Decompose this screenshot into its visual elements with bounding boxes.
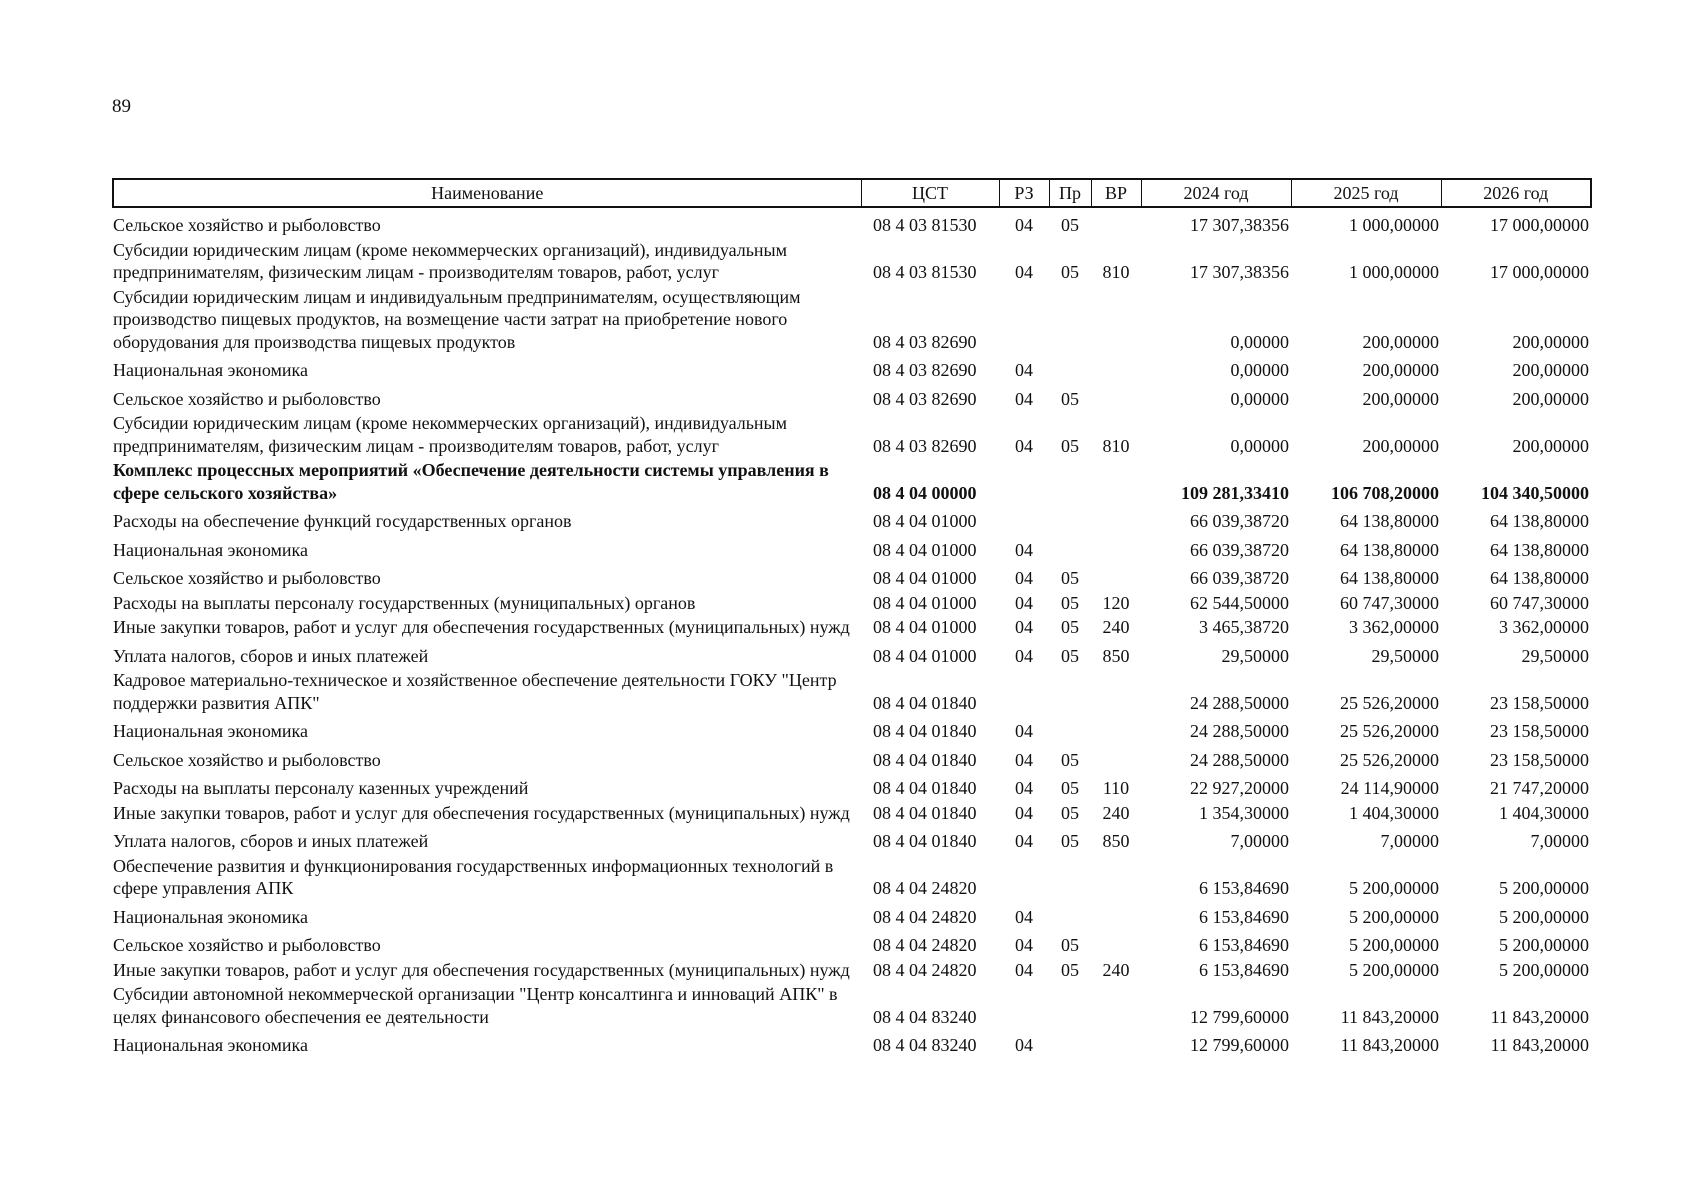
header-row: [113, 179, 1591, 207]
row-cst: 08 4 04 00000: [873, 482, 977, 503]
row-2024: 3 465,38720: [1199, 617, 1289, 637]
row-vr: 850: [1102, 645, 1130, 666]
row-2024: 66 039,38720: [1190, 568, 1289, 588]
row-pr: 05: [1061, 262, 1079, 282]
row-vr: [1091, 355, 1141, 384]
table-row: [113, 773, 1591, 802]
row-2026: 3 362,00000: [1499, 617, 1589, 637]
row-vr: [1091, 983, 1141, 1030]
row-2025: 5 200,00000: [1349, 959, 1439, 980]
row-cst: 08 4 04 01000: [873, 617, 977, 637]
row-pr: 05: [1061, 831, 1079, 851]
row-cst: 08 4 04 24820: [873, 935, 977, 955]
row-2026: 1 404,30000: [1499, 802, 1589, 823]
row-2026: 200,00000: [1512, 360, 1589, 380]
row-2026: 64 138,80000: [1490, 539, 1589, 560]
row-vr: [1091, 1030, 1141, 1059]
row-2026: 23 158,50000: [1490, 749, 1589, 770]
row-2025: 5 200,00000: [1349, 935, 1439, 955]
row-2025: 25 526,20000: [1340, 749, 1439, 770]
row-2025: 29,50000: [1371, 645, 1439, 666]
row-vr: [1091, 506, 1141, 535]
row-rz: 04: [1015, 539, 1033, 560]
row-2024: 24 288,50000: [1190, 721, 1289, 741]
row-2024: 17 307,38356: [1190, 262, 1289, 282]
row-vr: 810: [1102, 262, 1130, 282]
row-2024: 0,00000: [1230, 388, 1289, 409]
row-name: Сельское хозяйство и рыболовство: [113, 749, 381, 770]
row-name: Субсидии автономной некоммерческой организации "Центр консалтинга и инноваций АПК" в целях финансового обеспечения ее деятельности: [113, 984, 838, 1027]
row-rz: 04: [1015, 802, 1033, 823]
row-pr: [1049, 535, 1091, 564]
table-row: [113, 1030, 1591, 1059]
row-cst: 08 4 03 81530: [873, 215, 977, 235]
row-rz: 04: [1015, 906, 1033, 927]
row-cst: 08 4 04 01000: [873, 592, 977, 613]
row-rz: 04: [1015, 959, 1033, 980]
row-2025: 11 843,20000: [1340, 1035, 1439, 1055]
row-rz: 04: [1015, 1035, 1033, 1055]
row-pr: [1049, 506, 1091, 535]
row-2026: 64 138,80000: [1490, 511, 1589, 531]
row-2025: 5 200,00000: [1349, 906, 1439, 927]
table-row: [113, 641, 1591, 670]
row-2024: 22 927,20000: [1190, 778, 1289, 798]
header-cst: ЦСТ: [861, 179, 999, 207]
row-2024: 24 288,50000: [1190, 749, 1289, 770]
row-2024: 0,00000: [1230, 331, 1289, 352]
row-vr: 110: [1102, 778, 1130, 798]
row-2026: 29,50000: [1521, 645, 1589, 666]
row-rz: 04: [1015, 435, 1033, 456]
table-row: [113, 563, 1591, 592]
row-pr: 05: [1061, 617, 1079, 637]
row-pr: 05: [1061, 935, 1079, 955]
row-pr: [1049, 286, 1091, 356]
header-pr: Пр: [1049, 179, 1091, 207]
row-rz: 04: [1015, 388, 1033, 409]
row-name: Комплекс процессных мероприятий «Обеспечение деятельности системы управления в сфере сельского хозяйства»: [113, 460, 829, 503]
row-vr: [1091, 286, 1141, 356]
row-2026: 104 340,50000: [1481, 482, 1589, 503]
row-cst: 08 4 04 24820: [873, 959, 977, 980]
row-2026: 5 200,00000: [1499, 906, 1589, 927]
header-2026: 2026 год: [1441, 179, 1591, 207]
row-cst: 08 4 03 82690: [873, 360, 977, 380]
row-rz: 04: [1015, 778, 1033, 798]
table-row: [113, 902, 1591, 931]
row-2025: 200,00000: [1362, 360, 1439, 380]
row-2026: 200,00000: [1512, 388, 1589, 409]
row-rz: 04: [1015, 831, 1033, 851]
row-2024: 6 153,84690: [1199, 906, 1289, 927]
table-row: [113, 506, 1591, 535]
row-2025: 106 708,20000: [1331, 482, 1439, 503]
row-2025: 5 200,00000: [1349, 878, 1439, 898]
row-2024: 62 544,50000: [1190, 592, 1289, 613]
table-row: [113, 716, 1591, 745]
row-2026: 200,00000: [1512, 331, 1589, 352]
row-pr: [1049, 983, 1091, 1030]
row-cst: 08 4 03 81530: [873, 262, 977, 282]
row-name: Иные закупки товаров, работ и услуг для обеспечения государственных (муниципальных) нужд: [113, 617, 850, 637]
row-vr: 120: [1102, 592, 1130, 613]
row-pr: [1049, 902, 1091, 931]
row-cst: 08 4 04 01000: [873, 568, 977, 588]
row-rz: [999, 983, 1049, 1030]
row-pr: 05: [1061, 435, 1079, 456]
header-rz: РЗ: [999, 179, 1049, 207]
row-pr: 05: [1061, 645, 1079, 666]
row-vr: [1091, 716, 1141, 745]
row-cst: 08 4 04 01000: [873, 539, 977, 560]
row-rz: 04: [1015, 935, 1033, 955]
row-2024: 6 153,84690: [1199, 878, 1289, 898]
row-rz: 04: [1015, 617, 1033, 637]
header-vr: ВР: [1091, 179, 1141, 207]
row-2024: 12 799,60000: [1190, 1035, 1289, 1055]
row-2026: 64 138,80000: [1490, 568, 1589, 588]
row-cst: 08 4 04 01840: [873, 721, 977, 741]
row-2024: 66 039,38720: [1190, 511, 1289, 531]
row-2026: 23 158,50000: [1490, 692, 1589, 713]
row-rz: 04: [1015, 592, 1033, 613]
row-2025: 25 526,20000: [1340, 721, 1439, 741]
row-2024: 29,50000: [1221, 645, 1289, 666]
row-rz: 04: [1015, 568, 1033, 588]
row-2024: 7,00000: [1230, 831, 1289, 851]
row-name: Сельское хозяйство и рыболовство: [113, 215, 381, 235]
row-cst: 08 4 04 01840: [873, 802, 977, 823]
row-vr: [1091, 207, 1141, 239]
row-2025: 64 138,80000: [1340, 568, 1439, 588]
row-name: Субсидии юридическим лицам (кроме некоммерческих организаций), индивидуальным предпринимателям, физическим лицам - производителям товаров, работ, услуг: [113, 413, 788, 456]
row-vr: 850: [1102, 831, 1130, 851]
row-name: Национальная экономика: [113, 360, 308, 380]
table-row: [113, 930, 1591, 959]
header-2025: 2025 год: [1291, 179, 1441, 207]
row-vr: [1091, 669, 1141, 716]
row-cst: 08 4 04 01840: [873, 778, 977, 798]
row-name: Уплата налогов, сборов и иных платежей: [113, 645, 429, 666]
table-row: [113, 802, 1591, 827]
row-2025: 24 114,90000: [1340, 778, 1439, 798]
row-2024: 66 039,38720: [1190, 539, 1289, 560]
row-cst: 08 4 03 82690: [873, 435, 977, 456]
row-name: Сельское хозяйство и рыболовство: [113, 935, 381, 955]
row-2026: 17 000,00000: [1490, 262, 1589, 282]
table-row: [113, 412, 1591, 459]
row-cst: 08 4 04 83240: [873, 1035, 977, 1055]
table-row: [113, 239, 1591, 286]
row-vr: [1091, 563, 1141, 592]
row-rz: 04: [1015, 262, 1033, 282]
header-name: Наименование: [113, 179, 861, 207]
table-row: [113, 592, 1591, 617]
row-name: Субсидии юридическим лицам и индивидуальным предпринимателям, осуществляющим производство пищевых продуктов, на возмещение части затрат на приобретение нового оборудования для производства пищевых продуктов: [113, 286, 801, 352]
row-rz: 04: [1015, 749, 1033, 770]
table-row: [113, 745, 1591, 774]
table-header: [113, 179, 1591, 207]
row-name: Расходы на обеспечение функций государственных органов: [113, 511, 572, 531]
row-2025: 11 843,20000: [1340, 1006, 1439, 1027]
table-row: [113, 616, 1591, 641]
row-rz: 04: [1015, 645, 1033, 666]
row-2025: 64 138,80000: [1340, 539, 1439, 560]
table-row: [113, 355, 1591, 384]
row-2026: 23 158,50000: [1490, 721, 1589, 741]
row-name: Иные закупки товаров, работ и услуг для обеспечения государственных (муниципальных) нужд: [113, 802, 850, 823]
row-name: Сельское хозяйство и рыболовство: [113, 388, 381, 409]
row-cst: 08 4 04 01000: [873, 645, 977, 666]
table-row: [113, 669, 1591, 716]
row-pr: 05: [1061, 592, 1079, 613]
table-row: [113, 959, 1591, 984]
row-pr: [1049, 459, 1091, 506]
row-pr: [1049, 1030, 1091, 1059]
row-2024: 0,00000: [1230, 435, 1289, 456]
row-2026: 5 200,00000: [1499, 935, 1589, 955]
row-cst: 08 4 04 01840: [873, 831, 977, 851]
row-2026: 11 843,20000: [1490, 1006, 1589, 1027]
row-rz: [999, 459, 1049, 506]
row-pr: 05: [1061, 388, 1079, 409]
row-pr: [1049, 855, 1091, 902]
row-2025: 7,00000: [1380, 831, 1439, 851]
row-2025: 25 526,20000: [1340, 692, 1439, 713]
row-name: Национальная экономика: [113, 1035, 308, 1055]
row-2025: 1 000,00000: [1349, 215, 1439, 235]
row-name: Национальная экономика: [113, 539, 308, 560]
row-pr: [1049, 355, 1091, 384]
row-2025: 200,00000: [1362, 388, 1439, 409]
row-cst: 08 4 04 01840: [873, 749, 977, 770]
row-cst: 08 4 03 82690: [873, 331, 977, 352]
row-name: Расходы на выплаты персоналу казенных учреждений: [113, 778, 529, 798]
row-pr: 05: [1061, 568, 1079, 588]
row-2025: 200,00000: [1362, 331, 1439, 352]
row-2025: 64 138,80000: [1340, 511, 1439, 531]
row-rz: 04: [1015, 215, 1033, 235]
row-2024: 12 799,60000: [1190, 1006, 1289, 1027]
row-2026: 60 747,30000: [1490, 592, 1589, 613]
page-number: 89: [112, 96, 131, 117]
row-2025: 1 404,30000: [1349, 802, 1439, 823]
row-pr: 05: [1061, 959, 1079, 980]
row-name: Расходы на выплаты персоналу государственных (муниципальных) органов: [113, 592, 696, 613]
row-pr: 05: [1061, 778, 1079, 798]
row-2026: 17 000,00000: [1490, 215, 1589, 235]
row-2025: 200,00000: [1362, 435, 1439, 456]
table-row: [113, 983, 1591, 1030]
row-name: Кадровое материально-техническое и хозяйственное обеспечение деятельности ГОКУ "Центр поддержки развития АПК": [113, 670, 837, 713]
row-vr: [1091, 930, 1141, 959]
row-cst: 08 4 04 24820: [873, 906, 977, 927]
budget-table: [112, 178, 1592, 1059]
row-2026: 7,00000: [1530, 831, 1589, 851]
row-pr: 05: [1061, 215, 1079, 235]
row-pr: 05: [1061, 749, 1079, 770]
row-name: Национальная экономика: [113, 906, 308, 927]
row-2024: 6 153,84690: [1199, 959, 1289, 980]
row-vr: 240: [1102, 617, 1130, 637]
table-body: [113, 207, 1591, 1059]
row-rz: [999, 855, 1049, 902]
row-name: Иные закупки товаров, работ и услуг для обеспечения государственных (муниципальных) нужд: [113, 959, 850, 980]
row-rz: [999, 669, 1049, 716]
table-row: [113, 855, 1591, 902]
row-name: Обеспечение развития и функционирования государственных информационных технологий в сфере управления АПК: [113, 855, 834, 898]
row-cst: 08 4 04 83240: [873, 1006, 977, 1027]
row-name: Субсидии юридическим лицам (кроме некоммерческих организаций), индивидуальным предпринимателям, физическим лицам - производителям товаров, работ, услуг: [113, 239, 788, 282]
row-cst: 08 4 04 01000: [873, 511, 977, 531]
row-cst: 08 4 04 01840: [873, 692, 977, 713]
row-2024: 24 288,50000: [1190, 692, 1289, 713]
row-2024: 109 281,33410: [1181, 482, 1289, 503]
row-vr: [1091, 745, 1141, 774]
row-vr: [1091, 535, 1141, 564]
table-row: [113, 459, 1591, 506]
row-2024: 0,00000: [1230, 360, 1289, 380]
table-row: [113, 384, 1591, 413]
header-2024: 2024 год: [1141, 179, 1291, 207]
row-pr: [1049, 669, 1091, 716]
row-pr: 05: [1061, 802, 1079, 823]
row-vr: [1091, 902, 1141, 931]
row-2026: 5 200,00000: [1499, 959, 1589, 980]
row-2024: 6 153,84690: [1199, 935, 1289, 955]
row-2026: 21 747,20000: [1490, 778, 1589, 798]
table-row: [113, 535, 1591, 564]
row-name: Уплата налогов, сборов и иных платежей: [113, 831, 429, 851]
row-pr: [1049, 716, 1091, 745]
row-vr: [1091, 459, 1141, 506]
row-vr: [1091, 384, 1141, 413]
budget-table-container: [112, 178, 1590, 1059]
row-rz: [999, 286, 1049, 356]
row-rz: 04: [1015, 360, 1033, 380]
table-row: [113, 207, 1591, 239]
row-2025: 60 747,30000: [1340, 592, 1439, 613]
row-cst: 08 4 03 82690: [873, 388, 977, 409]
row-2026: 5 200,00000: [1499, 878, 1589, 898]
row-vr: 240: [1102, 802, 1130, 823]
row-name: Национальная экономика: [113, 721, 308, 741]
row-2025: 1 000,00000: [1349, 262, 1439, 282]
row-2026: 200,00000: [1512, 435, 1589, 456]
row-rz: 04: [1015, 721, 1033, 741]
row-cst: 08 4 04 24820: [873, 878, 977, 898]
table-row: [113, 826, 1591, 855]
row-vr: 240: [1102, 959, 1130, 980]
row-2026: 11 843,20000: [1490, 1035, 1589, 1055]
row-2025: 3 362,00000: [1349, 617, 1439, 637]
table-row: [113, 286, 1591, 356]
row-vr: 810: [1102, 435, 1130, 456]
row-rz: [999, 506, 1049, 535]
row-2024: 17 307,38356: [1190, 215, 1289, 235]
row-vr: [1091, 855, 1141, 902]
row-2024: 1 354,30000: [1199, 802, 1289, 823]
row-name: Сельское хозяйство и рыболовство: [113, 568, 381, 588]
